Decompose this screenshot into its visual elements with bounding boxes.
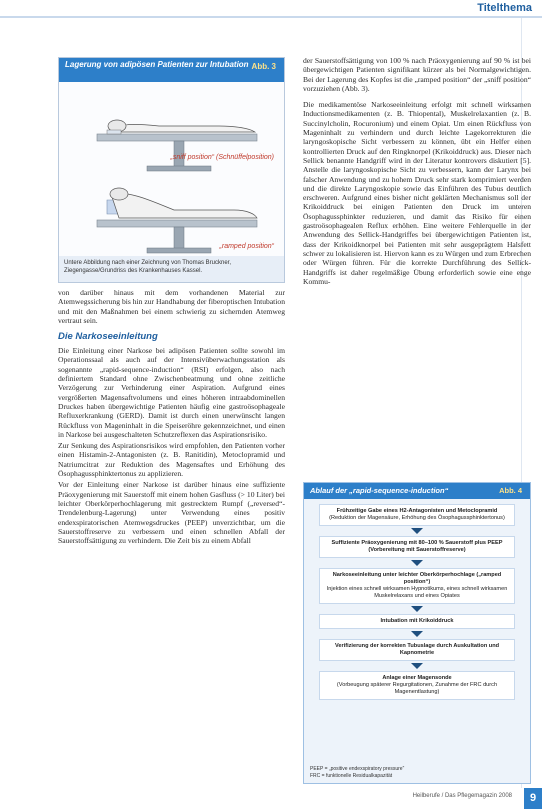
legend-peep: PEEP = „positive endexspiratory pressure“ bbox=[310, 766, 405, 772]
left-paragraph-3: Zur Senkung des Aspirationsrisikos wird empfohlen, den Patienten vorher einen Histamin-2-Antagonisten (z. B. Ranitidin), Metoclopramid und Natriumcitrat zur Reduktion des Magensaftes und Erhöhung des Ösophagussphinktertonus zu applizieren. bbox=[58, 441, 285, 479]
positioning-illustration bbox=[59, 82, 284, 258]
left-paragraph-2: Die Einleitung einer Narkose bei adipösen Patienten sollte sowohl im Operationssaal als auch auf der Intensivüberwachungsstation als sogenannte „rapid-sequence-induction“ (RSI) erfolgen, also nach definiertem Standard ohne Zwischenbeatmung und ohne zeitliche Verzögerung zur Verhinderung einer Aspiration. Aufgrund eines vergrößerten Magensaftvolumens und eines höheren intraabdominellen Druckes haben übergewichtige Patienten häufig eine gastroösophageale Refluxerkrankung (GERD). Damit ist durch einen unerwünscht langen Rückfluss von Mageninhalt in die Speiseröhre gekennzeichnet, und einen in Narkose bei ausgeschalteten Schutzreflexen das Aspirationsrisiko. bbox=[58, 346, 285, 439]
flow-step bbox=[319, 639, 515, 661]
step-2-title: Suffiziente Präoxygenierung mit 80–100 % Sauerstoff plus PEEP (Vorbereitung mit Sauerstoffreserve) bbox=[331, 540, 503, 553]
flow-step bbox=[319, 568, 515, 604]
flow-step bbox=[319, 536, 515, 558]
left-column bbox=[58, 288, 285, 545]
box-legend bbox=[310, 766, 404, 779]
box-title: Ablauf der „rapid-sequence-induction“ bbox=[310, 486, 449, 495]
page-header bbox=[0, 0, 542, 18]
step-6-title: Anlage einer Magensonde bbox=[382, 675, 452, 681]
right-column bbox=[303, 56, 531, 286]
flow-step bbox=[319, 614, 515, 629]
journal-name: Heilberufe / Das Pflegemagazin 2008 bbox=[412, 793, 512, 799]
right-paragraph-2: Die medikamentöse Narkoseeinleitung erfolgt mit schnell wirksamen Inductionsmedikamenten (z. B. Thiopental), Muskelrelaxantien (z. B. Succinylcholin, Rocuronium) und einem Opiat. Um einen Rückfluss von Mageninhalt zu verhindern und durch leichte Lagekorrekturen die laryngoskopische Sicht verbessern zu können, übt ein Helfer einen kontrollierten Druck auf den Ringknorpel (Krikoiddruck) aus. Dieser nach Sellick benannte Handgriff wird in der Literatur kontrovers diskutiert [5]. Anstelle die laryngoskopische Sicht zu verbessern, kann der Larynx bei falscher Anwendung und zu hohem Druck sehr stark komprimiert werden und die direkte Laryngoskopie sowie das Einführen des Tubus deutlich erschweren. Aufgrund eines bisher nicht geklärten Mechanismus soll der Krikoiddruck bei einigen Patienten den Druck im unteren Ösophagussphinkter reduzieren, und damit das Risiko für einen gastroösophagealen Reflux erhöhen. Eine weitere Fehlerquelle in der Anwendung des Sellick-Handgriffes bei übergewichtigen Patienten ist, dass der Krikoidknorpel bei Patienten mit sehr ausgeprägtem Halsfett schwer zu lokalisieren ist. Hiervon kann es zu Würgen und zum Erbrechen oder Würgen führen. Für die korrekte Durchführung des Sellick-Handgriffs ist daher regelmäßige Übung erforderlich sowie eine enge Kommu- bbox=[303, 100, 531, 286]
step-3-title: Narkoseeinleitung unter leichter Oberkörperhochlage („ramped position“) bbox=[332, 572, 502, 585]
sniff-position-drawing bbox=[97, 120, 257, 171]
right-paragraph-1: der Sauerstoffsättigung von 100 % nach Präoxygenierung auf 90 % ist bei übergewichtigen Patienten signifikant kürzer als bei Normalgewichtigen. Bei der Lagerung des Kopfes ist die „ramped position“ der „sniff position“ vorzuziehen (Abb. 3). bbox=[303, 56, 531, 93]
rsi-flowchart-box bbox=[303, 482, 531, 784]
step-3-text: Injektion eines schnell wirksamen Hypnotikums, eines schnell wirksamen Muskelrelaxans und eines Opiates bbox=[326, 586, 508, 599]
step-1-title: Frühzeitige Gabe eines H2-Antagonisten und Metoclopramid bbox=[336, 508, 498, 514]
box-header bbox=[304, 483, 530, 499]
down-arrow-icon bbox=[411, 631, 423, 637]
figure-footnote: Untere Abbildung nach einer Zeichnung von Thomas Bruckner, Ziegengasse/Grundriss des Krankenhauses Kassel. bbox=[59, 256, 284, 282]
box-number: Abb. 4 bbox=[499, 486, 522, 495]
header-rule bbox=[0, 16, 542, 18]
section-title: Titelthema bbox=[477, 2, 532, 14]
down-arrow-icon bbox=[411, 606, 423, 612]
page-footer bbox=[0, 788, 542, 809]
figure-positioning bbox=[58, 57, 285, 283]
section-heading: Die Narkoseeinleitung bbox=[58, 331, 158, 343]
figure-number: Abb. 3 bbox=[251, 62, 276, 71]
sniff-position-label: „sniff position“ (Schnüffelposition) bbox=[170, 154, 274, 161]
down-arrow-icon bbox=[411, 560, 423, 566]
ramped-position-label: „ramped position“ bbox=[219, 243, 274, 250]
step-6-text: (Vorbeugung späterer Regurgitationen, Zunahme der FRC durch Magenentlastung) bbox=[336, 682, 498, 695]
page-number: 9 bbox=[524, 788, 542, 809]
step-4-title: Intubation mit Krikoiddruck bbox=[380, 618, 454, 624]
legend-frc: FRC = funktionelle Residualkapazität bbox=[310, 772, 393, 779]
flow-steps bbox=[304, 499, 530, 700]
flow-step bbox=[319, 504, 515, 526]
left-paragraph-1: von darüber hinaus mit dem vorhandenen Material zur Atemwegssicherung bis hin zur Handhabung der fiberoptischen Intubation und mit den Maßnahmen bei einem schwierig zu sichernden Atemweg vertraut sein. bbox=[58, 288, 285, 325]
figure-title: Lagerung von adipösen Patienten zur Intubation bbox=[65, 60, 249, 69]
left-paragraph-4: Vor der Einleitung einer Narkose ist darüber hinaus eine suffiziente Präoxygenierung mit Sauerstoff mit einem hohen Gasfluss (> 10 Liter) bei leichter Oberkörperhochlagerung mit gestrecktem Rumpf („reversed“-Trendelenburg-Lagerung) unter Verwendung eines positiv endexspiratorischen Atemwegsdruckes (PEEP) unverzichtbar, um die Sauerstoffreserve zu verbessern und einen schnellen Abfall der Sauerstoffsättigung zu verhindern. Die Zeit bis zu einem Abfall bbox=[58, 480, 285, 546]
down-arrow-icon bbox=[411, 663, 423, 669]
flow-step bbox=[319, 671, 515, 700]
step-5-title: Verifizierung der korrekten Tubuslage durch Auskultation und Kapnometrie bbox=[334, 643, 500, 656]
figure-header bbox=[59, 58, 284, 82]
down-arrow-icon bbox=[411, 528, 423, 534]
step-1-text: (Reduktion der Magensäure, Erhöhung des Ösophagussphinktertonus) bbox=[329, 515, 505, 521]
